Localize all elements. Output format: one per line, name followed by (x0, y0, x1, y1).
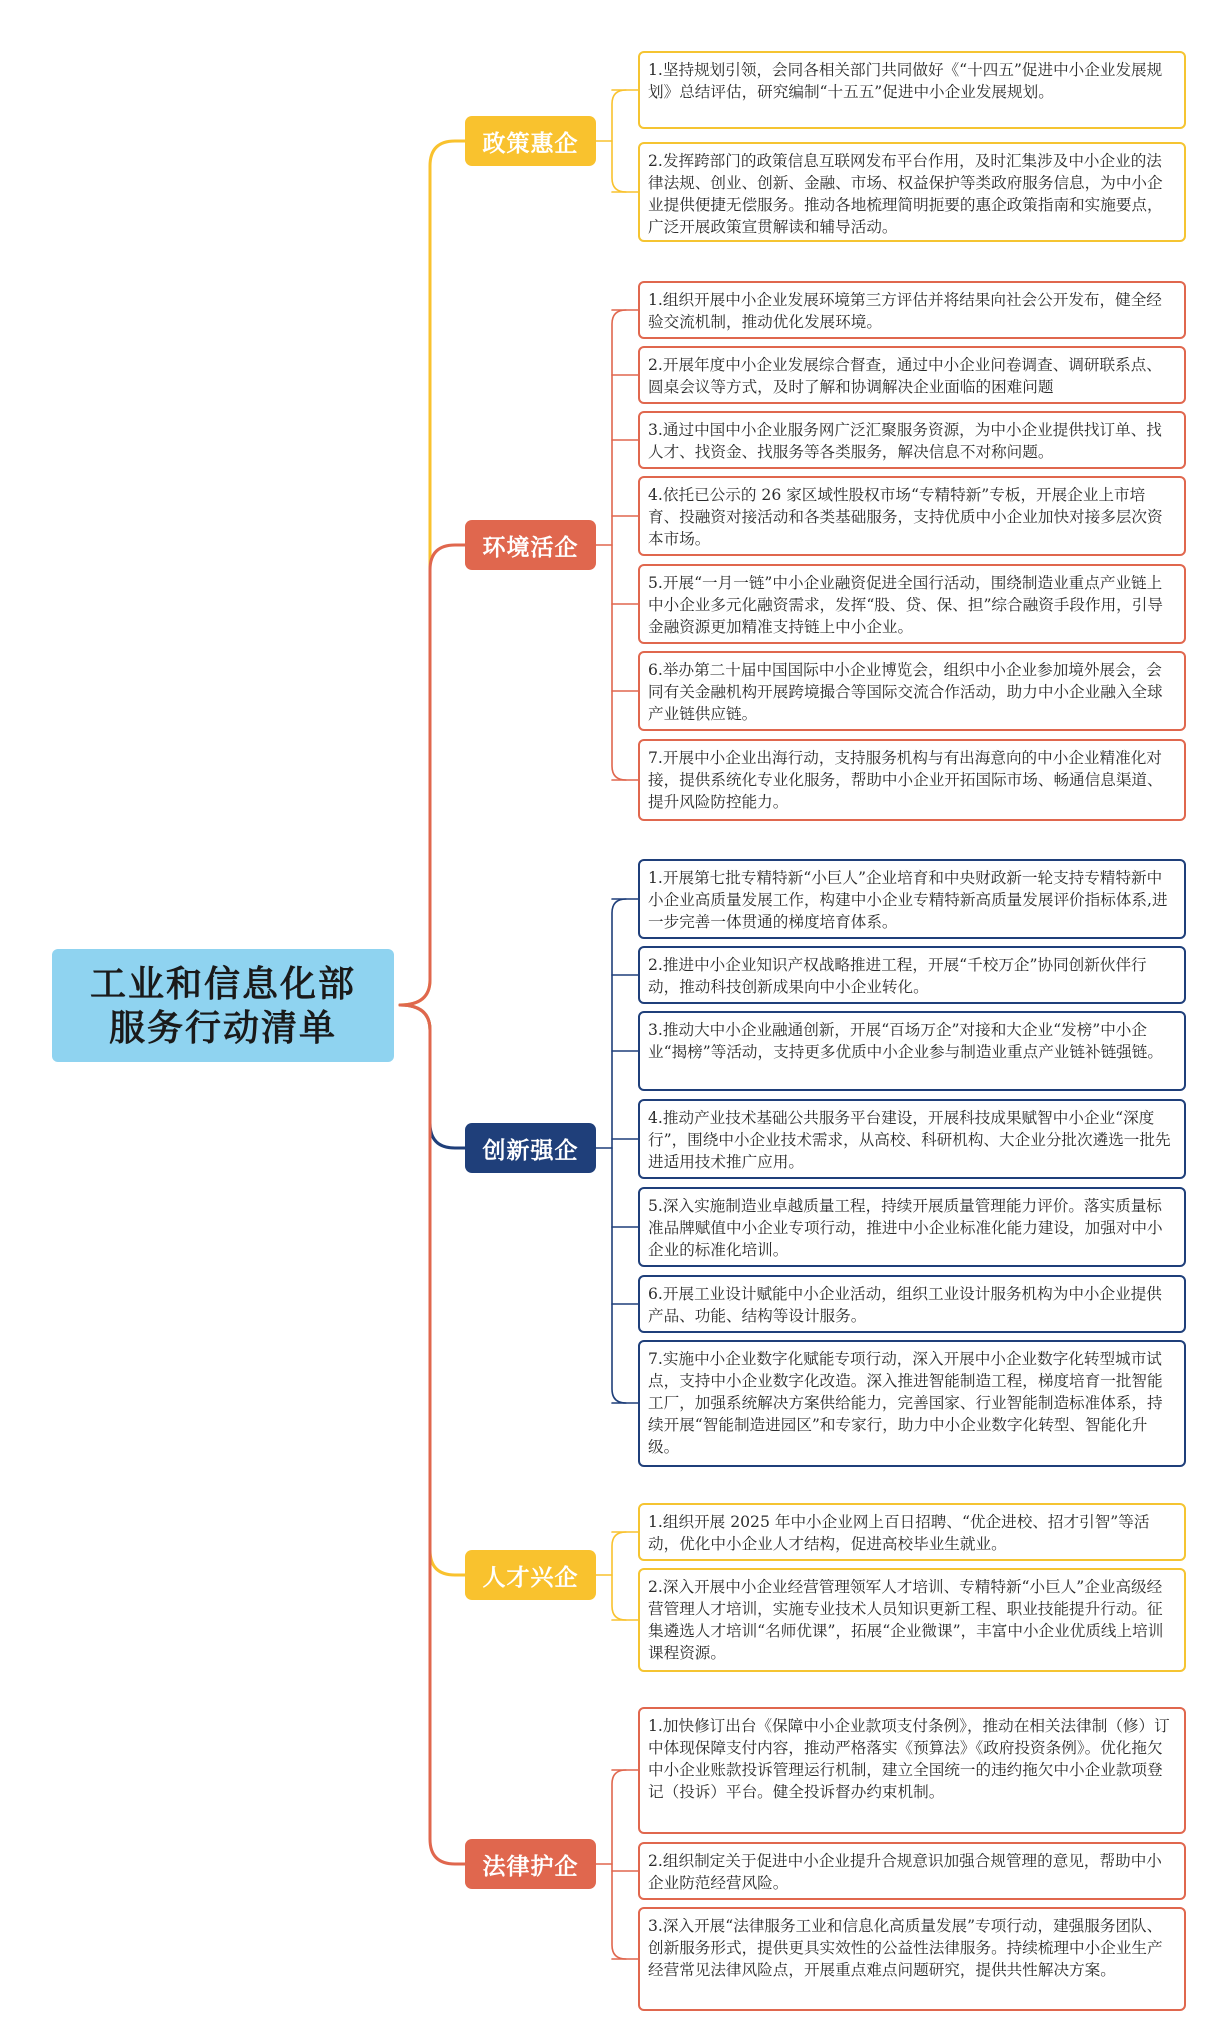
list-item-innovation-6: 6.开展工业设计赋能中小企业活动，组织工业设计服务机构为中小企业提供产品、功能、结构等设计服务。 (638, 1275, 1186, 1333)
category-policy (465, 116, 596, 166)
list-item-environment-4: 4.依托已公示的 26 家区域性股权市场“专精特新”专板，开展企业上市培育、投融资对接活动和各类基础服务，支持优质中小企业加快对接多层次资本市场。 (638, 476, 1186, 556)
list-item-environment-7: 7.开展中小企业出海行动，支持服务机构与有出海意向的中小企业精准化对接，提供系统化专业化服务，帮助中小企业开拓国际市场、畅通信息渠道、提升风险防控能力。 (638, 739, 1186, 821)
list-item-environment-5: 5.开展“一月一链”中小企业融资促进全国行活动，围绕制造业重点产业链上中小企业多元化融资需求，发挥“股、贷、保、担”综合融资手段作用，引导金融资源更加精准支持链上中小企业。 (638, 564, 1186, 644)
category-label: 政策惠企 (482, 129, 579, 157)
list-item-environment-2: 2.开展年度中小企业发展综合督查，通过中小企业问卷调查、调研联系点、圆桌会议等方式，及时了解和协调解决企业面临的困难问题 (638, 346, 1186, 404)
list-item-innovation-5: 5.深入实施制造业卓越质量工程，持续开展质量管理能力评价。落实质量标准品牌赋值中小企业专项行动，推进中小企业标准化能力建设，加强对中小企业的标准化培训。 (638, 1187, 1186, 1267)
list-item-legal-3: 3.深入开展“法律服务工业和信息化高质量发展”专项行动，建强服务团队、创新服务形式，提供更具实效性的公益性法律服务。持续梳理中小企业生产经营常见法律风险点，开展重点难点问题研究，提供共性解决方案。 (638, 1907, 1186, 2011)
category-label: 创新强企 (482, 1136, 579, 1164)
list-item-talent-2: 2.深入开展中小企业经营管理领军人才培训、专精特新“小巨人”企业高级经营管理人才培训，实施专业技术人员知识更新工程、职业技能提升行动。征集遴选人才培训“名师优课”，拓展“企业微课”，丰富中小企业优质线上培训课程资源。 (638, 1568, 1186, 1672)
category-label: 人才兴企 (482, 1563, 579, 1591)
list-item-legal-2: 2.组织制定关于促进中小企业提升合规意识加强合规管理的意见，帮助中小企业防范经营风险。 (638, 1842, 1186, 1900)
category-environment (465, 520, 596, 570)
list-item-talent-1: 1.组织开展 2025 年中小企业网上百日招聘、“优企进校、招才引智”等活动，优化中小企业人才结构，促进高校毕业生就业。 (638, 1503, 1186, 1561)
item-bracket-line-0 (612, 90, 626, 192)
list-item-innovation-1: 1.开展第七批专精特新“小巨人”企业培育和中央财政新一轮支持专精特新中小企业高质量发展工作，构建中小企业专精特新高质量发展评价指标体系,进一步完善一体贯通的梯度培育体系。 (638, 859, 1186, 939)
root-branch-line-1 (400, 545, 465, 1005)
root-branch-line-0 (400, 141, 465, 1005)
root-node (52, 949, 394, 1062)
category-label: 环境活企 (482, 533, 579, 561)
list-item-innovation-3: 3.推动大中小企业融通创新，开展“百场万企”对接和大企业“发榜”中小企业“揭榜”等活动，支持更多优质中小企业参与制造业重点产业链补链强链。 (638, 1011, 1186, 1091)
list-item-policy-2: 2.发挥跨部门的政策信息互联网发布平台作用，及时汇集涉及中小企业的法律法规、创业、创新、金融、市场、权益保护等类政府服务信息，为中小企业提供便捷无偿服务。推动各地梳理简明扼要的惠企政策指南和实施要点，广泛开展政策宣贯解读和辅导活动。 (638, 142, 1186, 242)
list-item-policy-1: 1.坚持规划引领，会同各相关部门共同做好《“十四五”促进中小企业发展规划》总结评估，研究编制“十五五”促进中小企业发展规划。 (638, 51, 1186, 129)
list-item-innovation-7: 7.实施中小企业数字化赋能专项行动，深入开展中小企业数字化转型城市试点，支持中小企业数字化改造。深入推进智能制造工程，梯度培育一批智能工厂，加强系统解决方案供给能力，完善国家、行业智能制造标准体系，持续开展“智能制造进园区”和专家行，助力中小企业数字化转型、智能化升级。 (638, 1340, 1186, 1467)
root-title-line1: 工业和信息化部 (89, 962, 356, 1005)
list-item-environment-6: 6.举办第二十届中国国际中小企业博览会，组织中小企业参加境外展会，会同有关金融机构开展跨境撮合等国际交流合作活动，助力中小企业融入全球产业链供应链。 (638, 651, 1186, 731)
category-talent (465, 1550, 596, 1600)
item-bracket-line-3 (612, 1532, 626, 1620)
list-item-environment-3: 3.通过中国中小企业服务网广泛汇聚服务资源，为中小企业提供找订单、找人才、找资金、找服务等各类服务，解决信息不对称问题。 (638, 411, 1186, 469)
list-item-environment-1: 1.组织开展中小企业发展环境第三方评估并将结果向社会公开发布，健全经验交流机制，推动优化发展环境。 (638, 281, 1186, 339)
list-item-innovation-2: 2.推进中小企业知识产权战略推进工程，开展“千校万企”协同创新伙伴行动，推动科技创新成果向中小企业转化。 (638, 946, 1186, 1004)
item-bracket-line-4 (612, 1770, 626, 1959)
root-title-line2: 服务行动清单 (108, 1006, 337, 1049)
root-branch-line-3 (400, 1005, 465, 1575)
list-item-innovation-4: 4.推动产业技术基础公共服务平台建设，开展科技成果赋智中小企业“深度行”，围绕中小企业技术需求，从高校、科研机构、大企业分批次遴选一批先进适用技术推广应用。 (638, 1099, 1186, 1179)
root-branch-line-2 (400, 1005, 465, 1148)
category-innovation (465, 1123, 596, 1173)
category-legal (465, 1839, 596, 1889)
list-item-legal-1: 1.加快修订出台《保障中小企业款项支付条例》，推动在相关法律制（修）订中体现保障支付内容，推动严格落实《预算法》《政府投资条例》。优化拖欠中小企业账款投诉管理运行机制，建立全国统一的违约拖欠中小企业款项登记（投诉）平台。健全投诉督办约束机制。 (638, 1707, 1186, 1834)
item-bracket-line-1 (612, 310, 626, 780)
category-label: 法律护企 (482, 1852, 579, 1880)
